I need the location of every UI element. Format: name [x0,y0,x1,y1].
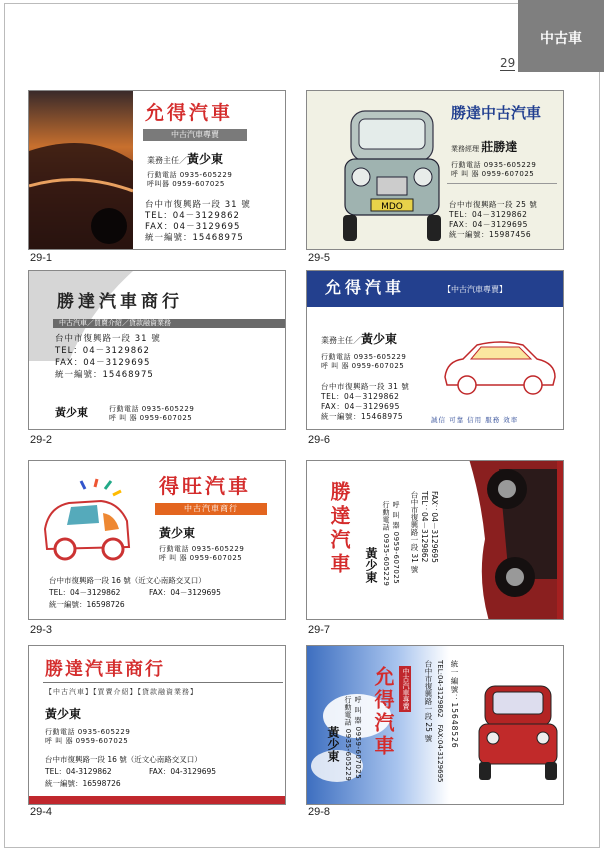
card-29-6 [306,270,564,430]
tagline-bar: 中古汽車專賣 [399,666,411,712]
tax-id: 統一編號：15468975 [55,370,154,380]
tax-id: 統一編號：15648526 [450,660,459,749]
person-name: 黃少東 [364,547,378,583]
red-mini-car [475,676,561,786]
category-label: 中古車 [540,31,582,47]
tel: TEL：04-3129862 [45,767,112,776]
person-name: 黃少東 [361,332,398,346]
job-title [321,333,397,347]
pager: 呼 叫 器 0959-607025 [321,362,405,370]
fax: FAX：04－3129695 [55,358,151,368]
cartoon-van-logo [39,477,139,567]
address: 台中市復興路一段 25 號 [424,660,433,742]
card-29-8 [306,645,564,805]
pager: 呼 叫 器 0959-607025 [45,737,129,745]
mini-car-illustration [343,103,441,243]
slogan: 誠信 可靠 信用 服務 效率 [431,416,519,424]
fax: FAX：04－3129695 [430,491,439,563]
card-label: 29-2 [30,434,53,446]
divider [447,183,557,184]
red-car-photo [429,460,564,620]
address: 台中市復興路一段 25 號 [449,200,538,209]
pager: 呼 叫 器 0959-607025 [159,554,243,562]
mobile: 行動電話 0935-605229 [344,696,352,782]
pager: 呼叫器 0959-607025 [147,180,225,188]
mobile: 行動電話 0935-605229 [109,405,195,413]
card-label: 29-5 [308,252,331,264]
company-name: 允得汽車 [145,102,234,124]
mobile: 行動電話 0935-605229 [382,501,390,587]
address: 台中市復興路一段 31 號 [145,200,251,210]
card-label: 29-3 [30,624,53,636]
company-name: 勝達汽車 [327,481,351,577]
tax-id: 統一編號：15987456 [449,230,532,239]
person-name: 黃少東 [55,406,88,419]
title-text: 業務主任／ [147,156,187,165]
address: 台中市復興路一段 16 號（近文心南路交叉口） [45,755,202,764]
tel: TEL：04－3129862 [49,588,121,597]
address: 台中市復興路一段 31 號 [410,491,419,573]
mobile: 行動電話 0935-605229 [321,353,407,361]
tel: TEL：04－3129862 [321,392,400,401]
title-text: 業務主任／ [321,336,361,345]
address: 台中市復興路一段 16 號（近文心南路交叉口） [49,576,206,585]
job-title [451,141,517,155]
red-footer-band [29,796,286,805]
tax-id: 統一編號：15468975 [321,412,404,421]
tel: TEL：04－3129862 [420,491,429,563]
tel: TEL：04－3129862 [145,211,240,221]
card-29-7 [306,460,564,620]
company-name: 勝達汽車商行 [45,659,165,680]
category-tab [518,0,604,72]
card-29-1 [28,90,286,250]
tagline-bar: 中古汽車專賣 [143,129,247,141]
tagline: 【中古汽車專賣】 [443,285,507,294]
card-29-5 [306,90,564,250]
card-label: 29-4 [30,806,53,818]
tax-id: 統一編號：16598726 [49,600,125,609]
tagline: 【中古汽車】【買賣介紹】【貸款融資業務】 [45,688,198,696]
car-sketch [441,337,559,399]
mobile: 行動電話 0935-605229 [159,545,245,553]
mobile: 行動電話 0935-605229 [45,728,131,736]
company-name: 得旺汽車 [159,474,251,498]
person-name: 黃少東 [326,726,340,762]
fax: FAX：04－3129695 [449,220,528,229]
company-name: 允得汽車 [371,666,395,758]
company-name: 勝達汽車商行 [57,292,183,312]
car-photo [29,91,133,250]
card-label: 29-6 [308,434,331,446]
divider [43,682,283,683]
title-text: 業務經理 [451,145,479,153]
page-number: 29 [500,56,516,70]
fax: FAX：04－3129695 [145,222,241,232]
card-29-4 [28,645,286,805]
company-name: 允得汽車 [325,278,406,297]
tagline-bar: 中古汽車／買賣介紹／貸款融資業務 [53,319,286,328]
tax-id: 統一編號：16598726 [45,779,121,788]
mobile: 行動電話 0935-605229 [147,171,233,179]
card-label: 29-1 [30,252,53,264]
fax: FAX：04－3129695 [321,402,400,411]
address: 台中市復興路一段 31 號 [321,382,410,391]
person-name: 黃少東 [45,707,82,721]
card-label: 29-8 [308,806,331,818]
pager: 呼 叫 器 0959-607025 [392,501,400,585]
pager: 呼 叫 器 0959-607025 [109,414,193,422]
mobile: 行動電話 0935-605229 [451,161,537,169]
fax: FAX：04－3129695 [149,588,221,597]
pager: 呼 叫 器 0959-607025 [451,170,535,178]
person-name: 黃少東 [187,152,224,166]
person-name: 黃少東 [159,526,196,540]
tagline-bar: 中古汽車商行 [155,503,267,515]
tel: TEL：04－3129862 [449,210,528,219]
person-name: 莊勝達 [481,140,518,154]
job-title [147,153,223,167]
address: 台中市復興路一段 31 號 [55,334,161,344]
tel-fax: TEL:04-3129862 FAX:04-3129695 [436,660,444,783]
card-29-3 [28,460,286,620]
pager: 呼 叫 器 0959-607025 [354,696,362,780]
card-29-2 [28,270,286,430]
tel: TEL：04－3129862 [55,346,150,356]
company-name: 勝達中古汽車 [451,104,542,122]
fax: FAX：04-3129695 [149,767,217,776]
plate-text: MDO [381,202,403,212]
tax-id: 統一編號：15468975 [145,233,244,243]
card-label: 29-7 [308,624,331,636]
